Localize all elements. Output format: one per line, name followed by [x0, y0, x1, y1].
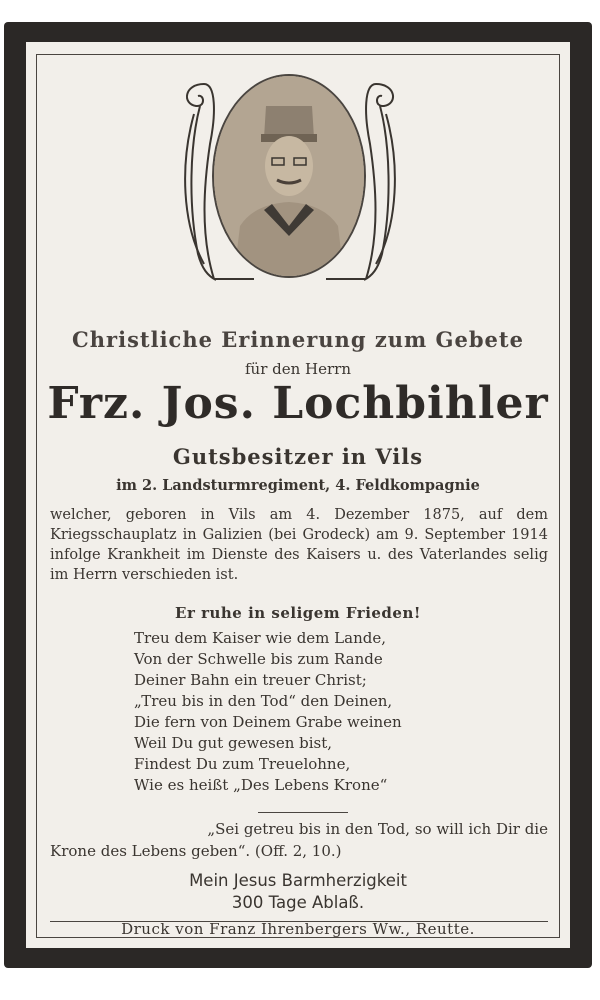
- portrait-photo: [214, 76, 364, 276]
- header-subtitle: für den Herrn: [244, 360, 352, 378]
- poem-line: Wie es heißt „Des Lebens Krone“: [134, 776, 388, 794]
- bible-quote: [50, 818, 548, 862]
- quote-line-1: „Sei getreu bis in den Tod, so will ich Dir die: [207, 820, 548, 838]
- header-title: Christliche Erinnerung zum Gebete: [72, 327, 524, 352]
- poem-line: Deiner Bahn ein treuer Christ;: [134, 671, 367, 689]
- indulgence-line: 300 Tage Ablaß.: [231, 893, 365, 912]
- poem-line: „Treu bis in den Tod“ den Deinen,: [134, 692, 393, 710]
- deceased-name: Frz. Jos. Lochbihler: [47, 378, 549, 429]
- poem-line: Die fern von Deinem Grabe weinen: [134, 713, 402, 731]
- quote-line-2: Krone des Lebens geben“. (Off. 2, 10.): [50, 842, 342, 860]
- prayer-line-1: Mein Jesus Barmherzigkeit: [189, 871, 407, 890]
- poem-line: Von der Schwelle bis zum Rande: [134, 650, 383, 668]
- rest-in-peace-line: Er ruhe in seligem Frieden!: [175, 604, 421, 622]
- memorial-card: [4, 22, 592, 968]
- soldier-portrait-image: [214, 76, 364, 276]
- printer-credit: Druck von Franz Ihrenbergers Ww., Reutte.: [121, 920, 475, 938]
- poem-line: Weil Du gut gewesen bist,: [134, 734, 333, 752]
- biography-text: welcher, geboren in Vils am 4. Dezember 1875, auf dem Kriegsschauplatz in Galizien (bei Grodeck) am 9. September 1914 infolge Krankheit im Dienste des Kaisers u. des Vaterlandes selig im Herrn verschieden ist.: [50, 507, 548, 583]
- military-unit: im 2. Landsturmregiment, 4. Feldkompagnie: [116, 477, 480, 494]
- poem: [134, 628, 402, 796]
- poem-line: Findest Du zum Treuelohne,: [134, 755, 351, 773]
- poem-line: Treu dem Kaiser wie dem Lande,: [134, 629, 386, 647]
- card-paper: [26, 42, 570, 948]
- occupation: Gutsbesitzer in Vils: [172, 444, 424, 469]
- section-divider: [258, 812, 348, 813]
